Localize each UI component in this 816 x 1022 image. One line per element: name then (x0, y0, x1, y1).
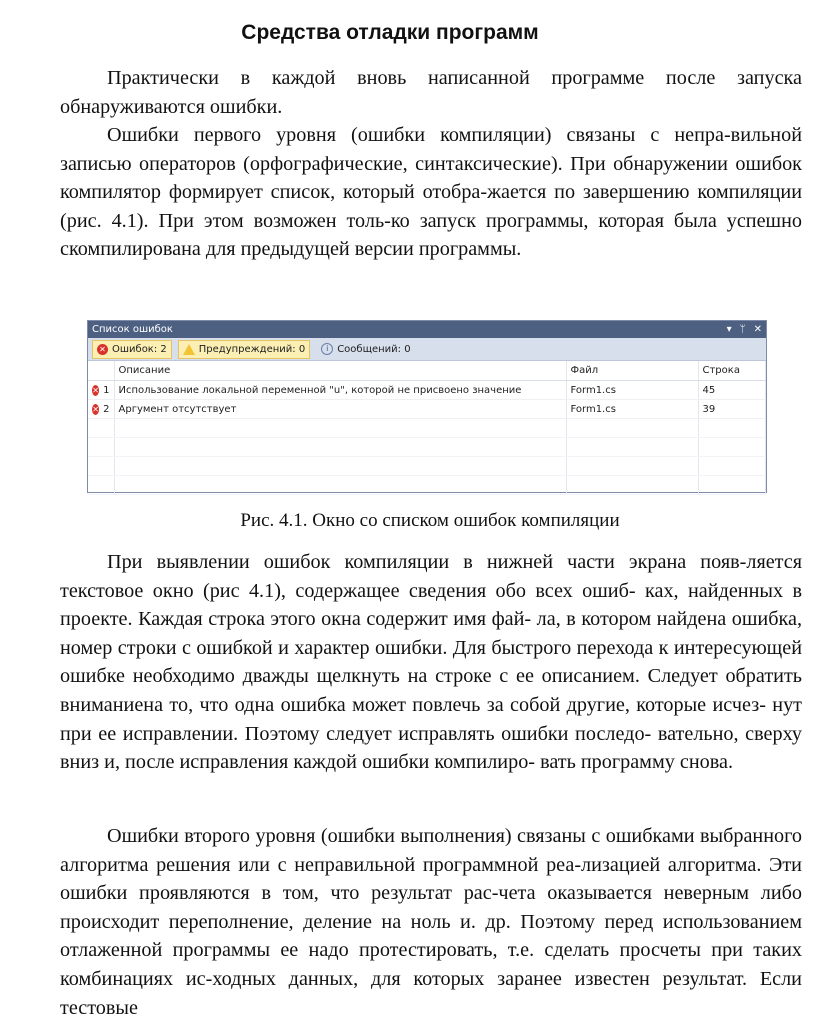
close-icon[interactable]: ✕ (753, 324, 762, 335)
warnings-filter-label: Предупреждений: 0 (198, 343, 306, 355)
info-icon: i (321, 343, 333, 355)
error-table (88, 361, 766, 495)
error-table-header (88, 361, 766, 381)
column-header-file[interactable]: Файл (566, 361, 698, 381)
figure-caption: Рис. 4.1. Окно со списком ошибок компиляции (240, 510, 620, 531)
error-list-titlebar (88, 321, 766, 338)
column-header-description[interactable]: Описание (114, 361, 566, 381)
column-header-line[interactable]: Строка (698, 361, 766, 381)
empty-row (88, 457, 766, 476)
messages-filter-button[interactable] (316, 340, 415, 359)
error-list-window (87, 320, 767, 493)
errors-filter-label: Ошибок: 2 (112, 343, 167, 355)
empty-row (88, 476, 766, 495)
errors-filter-button[interactable] (92, 340, 172, 359)
error-file: Form1.cs (566, 381, 698, 400)
page-title: Средства отладки программ (241, 21, 539, 44)
error-icon: ✕ (92, 385, 99, 395)
error-row[interactable] (88, 400, 766, 419)
warning-icon (183, 344, 195, 355)
dropdown-icon[interactable]: ▾ (726, 324, 732, 335)
error-list-title: Список ошибок (92, 324, 173, 335)
window-controls (727, 324, 762, 335)
paragraph-intro: Практически в каждой вновь написанной программе после запуска обнаруживаются ошибки. (60, 67, 802, 118)
error-line: 45 (698, 381, 766, 400)
column-header-index[interactable] (88, 361, 114, 381)
error-icon: ✕ (97, 344, 108, 355)
error-line: 39 (698, 400, 766, 419)
error-description: Использование локальной переменной "u", которой не присвоено значение (114, 381, 566, 400)
error-number: 1 (103, 384, 110, 396)
warnings-filter-button[interactable] (178, 340, 310, 359)
error-file: Form1.cs (566, 400, 698, 419)
error-number: 2 (103, 403, 110, 415)
paragraph-runtime-errors: Ошибки второго уровня (ошибки выполнения) связаны с ошибками выбранного алгоритма решения или с неправильной программной реа-лизацией алгоритма. Эти ошибки проявляются в том, что результат рас-чета оказывается неверным либо происходит переполнение, деление на ноль и. др. Поэтому перед использованием отлаженной программы ее надо протестировать, т.е. сделать просчеты при таких комбинациях ис-ходных данных, для которых заранее известен результат. Если тестовые (60, 825, 802, 1019)
error-icon: ✕ (92, 404, 99, 414)
error-row[interactable] (88, 381, 766, 400)
empty-row (88, 438, 766, 457)
error-description: Аргумент отсутствует (114, 400, 566, 419)
paragraph-error-window: При выявлении ошибок компиляции в нижней части экрана появ-ляется текстовое окно (рис 4.1), содержащее сведения обо всех ошиб- ках, найденных в проекте. Каждая строка этого окна содержит имя фай- ла, в котором найдена ошибка, номер строки с ошибкой и характер ошибки. Для быстрого перехода к интересующей ошибке необходимо дважды щелкнуть на строке с ее описанием. Следует обратить вниманиена то, что одна ошибка может повлечь за собой другие, которые исчез- нут при ее исправлении. Поэтому следует исправлять ошибки последо- вательно, сверху вниз и, после исправления каждой ошибки компилиро- вать программу снова. (60, 551, 802, 774)
pin-icon[interactable]: ᛘ (739, 324, 746, 335)
paragraph-compile-errors: Ошибки первого уровня (ошибки компиляции) связаны с непра-вильной записью операторов (орфографические, синтаксические). При обнаружении ошибок компилятор формирует список, который отобра-жается по завершению компиляции (рис. 4.1). При этом возможен толь-ко запуск программы, которая была успешно скомпилирована для предыдущей версии программы. (60, 124, 802, 261)
error-list-toolbar (88, 338, 766, 361)
empty-row (88, 419, 766, 438)
messages-filter-label: Сообщений: 0 (337, 343, 411, 355)
